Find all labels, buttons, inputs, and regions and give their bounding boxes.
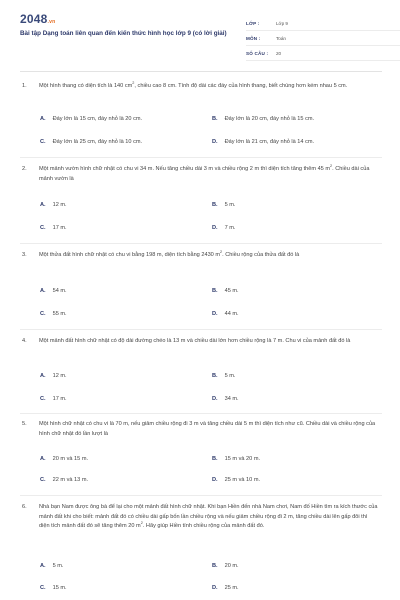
option-d[interactable] [212, 396, 239, 402]
option-text: 17 m. [52, 396, 67, 402]
option-b[interactable] [212, 456, 260, 462]
option-a[interactable] [40, 373, 67, 379]
option-letter: C. [40, 396, 46, 402]
option-letter: C. [40, 311, 46, 317]
meta-label: SỐ CÂU : [246, 51, 269, 56]
option-c[interactable] [40, 139, 142, 145]
option-text: 54 m. [52, 288, 67, 294]
question-text-part: Một hình chữ nhật có chu vi là 70 m, nếu giảm chiều rộng đi 3 m và tăng chiều dài 5 m thì diện tích như cũ. Chiều dài và chiều rộng của hình chữ nhật đó lần lượt là [39, 421, 376, 437]
question-text-part: Một mảnh vườn hình chữ nhật có chu vi 34 m. Nếu tăng chiều dài 3 m và chiều rộng 2 m thì diện tích tăng thêm 45 m [39, 166, 331, 172]
option-text: 12 m. [52, 202, 67, 208]
option-letter: D. [212, 396, 218, 402]
question-text-part: Một thửa đất hình chữ nhật có chu vi bằng 198 m, diện tích bằng 2430 m [39, 252, 221, 258]
option-c[interactable] [40, 477, 88, 483]
option-letter: B. [212, 288, 218, 294]
question-text-part: Một hình thang có diện tích là 140 cm [39, 83, 133, 89]
option-letter: B. [212, 116, 218, 122]
option-letter: D. [212, 139, 218, 145]
option-a[interactable] [40, 563, 63, 569]
option-letter: B. [212, 563, 218, 569]
option-b[interactable] [212, 373, 235, 379]
option-letter: B. [212, 202, 218, 208]
question-number: 1. [22, 83, 27, 89]
worksheet-header [20, 12, 382, 62]
meta-label: LỚP : [246, 21, 260, 26]
option-text: Đáy lớn là 25 cm, đáy nhỏ là 10 cm. [52, 139, 143, 145]
option-letter: D. [212, 225, 218, 231]
option-text: 20 m. [224, 563, 239, 569]
meta-label: MÔN : [246, 36, 261, 41]
option-letter: A. [40, 456, 46, 462]
superscript: 2 [330, 164, 333, 169]
site-logo[interactable] [20, 12, 55, 26]
question-text-part: . Chiều dài của mảnh vườn là [39, 166, 370, 182]
option-d[interactable] [212, 585, 239, 591]
option-text: 34 m. [224, 396, 239, 402]
option-letter: B. [212, 373, 218, 379]
question-text [39, 337, 379, 347]
option-letter: C. [40, 477, 46, 483]
option-text: 5 m. [52, 563, 64, 569]
question-text [39, 251, 379, 261]
option-letter: A. [40, 202, 46, 208]
option-letter: A. [40, 373, 46, 379]
option-d[interactable] [212, 139, 314, 145]
option-text: 25 m. [224, 585, 239, 591]
meta-row-subject [246, 31, 400, 46]
option-text: 12 m. [52, 373, 67, 379]
option-c[interactable] [40, 311, 67, 317]
question-separator [20, 329, 382, 330]
option-letter: C. [40, 139, 46, 145]
option-letter: C. [40, 585, 46, 591]
option-letter: D. [212, 477, 218, 483]
question-text [39, 165, 379, 184]
meta-value: Toán [276, 36, 286, 41]
option-letter: D. [212, 311, 218, 317]
option-letter: D. [212, 585, 218, 591]
logo-suffix: .vn [47, 19, 56, 25]
option-letter: A. [40, 563, 46, 569]
question-text [39, 503, 379, 532]
option-a[interactable] [40, 202, 67, 208]
option-d[interactable] [212, 225, 235, 231]
option-b[interactable] [212, 202, 235, 208]
option-text: 45 m. [224, 288, 239, 294]
option-text: 15 m. [52, 585, 67, 591]
question-number: 2. [22, 166, 27, 172]
question-separator [20, 413, 382, 414]
question-number: 5. [22, 421, 27, 427]
option-d[interactable] [212, 311, 239, 317]
worksheet-title: Bài tập Dạng toán liên quan đến kiến thức hình học lớp 9 (có lời giải) [20, 30, 227, 37]
question-text-part: . Hãy giúp Hiền tính chiều rộng của mảnh đất đó. [142, 523, 265, 529]
option-text: 5 m. [224, 373, 236, 379]
meta-value: Lớp 9 [276, 21, 288, 26]
question-number: 3. [22, 252, 27, 258]
header-divider [20, 71, 382, 72]
option-b[interactable] [212, 116, 314, 122]
superscript: 2 [132, 81, 135, 86]
option-c[interactable] [40, 225, 67, 231]
option-b[interactable] [212, 288, 239, 294]
question-number: 6. [22, 504, 27, 510]
option-letter: C. [40, 225, 46, 231]
logo-main: 2048 [20, 12, 48, 26]
question-separator [20, 243, 382, 244]
option-a[interactable] [40, 116, 142, 122]
question-text-part: . Chiều rộng của thửa đất đó là [222, 252, 300, 258]
option-text: 7 m. [224, 225, 236, 231]
option-text: Đáy lớn là 15 cm, đáy nhỏ là 20 cm. [52, 116, 143, 122]
option-text: 5 m. [224, 202, 236, 208]
superscript: 2 [140, 521, 143, 526]
option-text: 44 m. [224, 311, 239, 317]
option-text: Đáy lớn là 20 cm, đáy nhỏ là 15 cm. [224, 116, 315, 122]
option-text: 15 m và 20 m. [224, 456, 261, 462]
option-text: 55 m. [52, 311, 67, 317]
option-text: 20 m và 15 m. [52, 456, 89, 462]
question-text [39, 420, 379, 439]
option-c[interactable] [40, 585, 67, 591]
option-a[interactable] [40, 288, 67, 294]
question-separator [20, 157, 382, 158]
option-d[interactable] [212, 477, 260, 483]
option-letter: B. [212, 456, 218, 462]
question-separator [20, 495, 382, 496]
question-text-part: Nhà bạn Nam được ông bà để lại cho một mảnh đất hình chữ nhật. Khi bạn Hiền đến nhà Nam chơi, Nam đố Hiền tìm ra kích thước của mảnh đất khi cho biết: mảnh đất đó có chiều dài gấp bốn lần chiều rộng và nếu giảm chiều rộng đi 2 m, tăng chiều dài lên gấp đôi thì diện tích mảnh đất đó sẽ tăng thêm 20 m [39, 504, 378, 529]
meta-row-class [246, 16, 400, 31]
question-number: 4. [22, 338, 27, 344]
meta-row-count [246, 46, 400, 61]
question-text-part: , chiều cao 8 cm. Tính độ dài các đáy của hình thang, biết chúng hơn kém nhau 5 cm. [134, 83, 348, 89]
question-text [39, 82, 379, 92]
option-a[interactable] [40, 456, 88, 462]
meta-table [246, 16, 400, 61]
option-b[interactable] [212, 563, 239, 569]
option-letter: A. [40, 288, 46, 294]
option-letter: A. [40, 116, 46, 122]
option-text: 17 m. [52, 225, 67, 231]
question-text-part: Một mảnh đất hình chữ nhật có độ dài đường chéo là 13 m và chiều dài lớn hơn chiều rộng là 7 m. Chu vi của mảnh đất đó là [39, 338, 351, 344]
superscript: 2 [220, 250, 223, 255]
option-text: 22 m và 13 m. [52, 477, 89, 483]
meta-value: 20 [276, 51, 282, 56]
option-text: Đáy lớn là 21 cm, đáy nhỏ là 14 cm. [224, 139, 315, 145]
option-c[interactable] [40, 396, 67, 402]
option-text: 25 m và 10 m. [224, 477, 261, 483]
